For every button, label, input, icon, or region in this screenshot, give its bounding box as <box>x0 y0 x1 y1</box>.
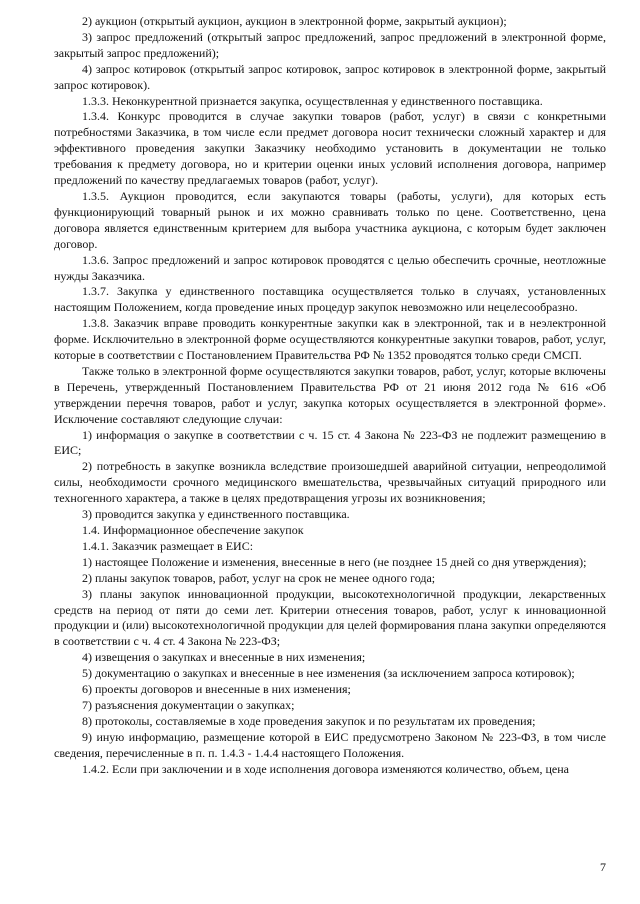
eis-item-3: 3) планы закупок инновационной продукции, высокотехнологичной продукции, лекарственных средств на период от пяти до семи лет. Критерии отнесения товаров, работ, услуг к инновационной продукции и (или) высокотехнологичной продукции для целей формирования плана закупки определяются в соответствии с ч. 4 ст. 4 Закона № 223-ФЗ; <box>54 586 606 649</box>
clause-1-3-4: 1.3.4. Конкурс проводится в случае закупки товаров (работ, услуг) в связи с конкретными потребностями Заказчика, в том числе если предмет договора носит технически сложный характер и для эффективного проведения закупки Заказчику необходимо установить в документации не только требования к предмету договора, но и критерии оценки иных условий исполнения договора, например предложений по качеству предлагаемых товаров (работ, услуг). <box>54 109 606 188</box>
eis-item-2: 2) планы закупок товаров, работ, услуг на срок не менее одного года; <box>82 570 436 585</box>
eis-item-8: 8) протоколы, составляемые в ходе проведения закупок и по результатам их проведения; <box>82 713 536 728</box>
clause-1-3-6: 1.3.6. Запрос предложений и запрос котировок проводятся с целью обеспечить срочные, неотложные нужды Заказчика. <box>54 252 606 283</box>
clause-1-3-3: 1.3.3. Неконкурентной признается закупка, осуществленная у единственного поставщика. <box>82 93 543 108</box>
clause-1-4-1: 1.4.1. Заказчик размещает в ЕИС: <box>82 538 254 553</box>
eis-item-4: 4) извещения о закупках и внесенные в них изменения; <box>82 650 366 665</box>
exception-item-3: 3) проводится закупка у единственного поставщика. <box>82 507 350 522</box>
eis-item-7: 7) разъяснения документации о закупках; <box>82 697 295 712</box>
clause-1-3-5: 1.3.5. Аукцион проводится, если закупаются товары (работы, услуги), для которых есть функционирующий товарный рынок и их можно сравнивать только по цене. Соответственно, цена договора является единственным критерием для выбора участника аукциона, с которым будет заключен договор. <box>54 188 606 251</box>
exception-item-2: 2) потребность в закупке возникла вследствие произошедшей аварийной ситуации, непреодолимой силы, необходимости срочного медицинского вмешательства, чрезвычайных ситуаций природного или техногенного характера, а также в целях предотвращения угрозы их возникновения; <box>54 459 606 506</box>
eis-item-1: 1) настоящее Положение и изменения, внесенные в него (не позднее 15 дней со дня утверждения); <box>82 554 587 569</box>
eis-item-9: 9) иную информацию, размещение которой в ЕИС предусмотрено Законом № 223-ФЗ, в том числе сведения, перечисленные в п. п. 1.4.3 - 1.4.4 настоящего Положения. <box>54 729 606 760</box>
page-number: 7 <box>600 860 606 875</box>
clause-1-3-7: 1.3.7. Закупка у единственного поставщика осуществляется только в случаях, установленных настоящим Положением, когда проведение иных процедур закупок невозможно или нецелесообразно. <box>54 284 606 315</box>
eis-item-5: 5) документацию о закупках и внесенные в нее изменения (за исключением запроса котировок); <box>82 666 575 681</box>
list-item-request-quotations: 4) запрос котировок (открытый запрос котировок, запрос котировок в электронной форме, закрытый запрос котировок). <box>54 61 606 92</box>
section-heading-1-4: 1.4. Информационное обеспечение закупок <box>82 523 304 537</box>
clause-1-4-2: 1.4.2. Если при заключении и в ходе исполнения договора изменяются количество, объем, цена <box>82 761 570 776</box>
list-item-auction: 2) аукцион (открытый аукцион, аукцион в электронной форме, закрытый аукцион); <box>82 14 507 28</box>
eis-item-6: 6) проекты договоров и внесенные в них изменения; <box>82 682 351 697</box>
electronic-form-paragraph: Также только в электронной форме осуществляются закупки товаров, работ, услуг, которые включены в Перечень, утвержденный Постановлением Правительства РФ от 21 июня 2012 года № 616 «Об утверждении перечня товаров, работ и услуг, закупка которых осуществляется в электронной форме». Исключение составляют следующие случаи: <box>54 363 606 426</box>
exception-item-1: 1) информация о закупке в соответствии с ч. 15 ст. 4 Закона № 223-ФЗ не подлежит размещению в ЕИС; <box>54 427 606 458</box>
clause-1-3-8: 1.3.8. Заказчик вправе проводить конкурентные закупки как в электронной, так и в неэлектронной форме. Исключительно в электронной форме осуществляются конкурентные закупки товаров, работ, услуг, которые в соответствии с Постановлением Правительства РФ № 1352 проводятся только среди СМСП. <box>54 316 606 363</box>
list-item-request-proposals: 3) запрос предложений (открытый запрос предложений, запрос предложений в электронной форме, закрытый запрос предложений); <box>54 29 606 60</box>
